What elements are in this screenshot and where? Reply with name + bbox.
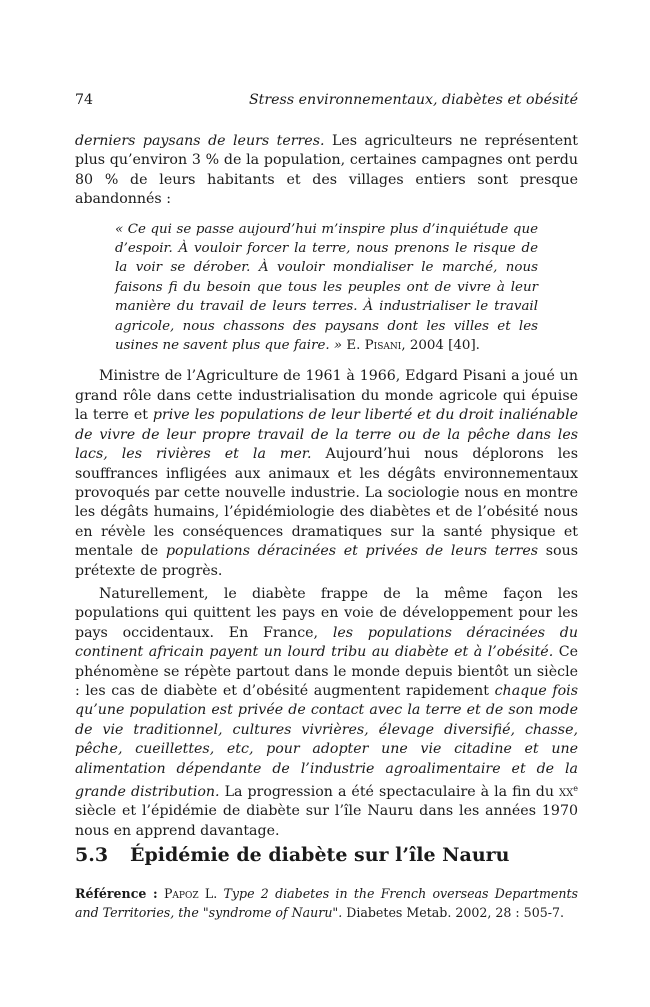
running-title: Stress environnementaux, diabètes et obésité (248, 92, 578, 108)
reference-author: Papoz (163, 886, 199, 901)
section-number: 5.3 (75, 844, 109, 866)
quote-text: « Ce qui se passe aujourd’hui m’inspire plus d’inquiétude que d’espoir. À vouloir forcer la terre, nous prenons le risque de la voir se dérober. À vouloir mondialiser le marché, nous faisons fi du besoin que tous les peuples ont de vivre à leur manière du travail de leurs terres. À industrialiser le travail agricole, nous chassons des paysans dont les villes et les usines ne savent plus que faire. » (115, 221, 538, 354)
running-header (75, 92, 578, 112)
italic-lead: derniers paysans de leurs terres. (75, 133, 325, 149)
text-run: Ce phénomène se répète partout dans le monde depuis bientôt un siècle : les cas de diabète et d’obésité augmentent rapidement (75, 644, 578, 699)
page-number: 74 (75, 92, 94, 108)
reference-initial: L. (198, 886, 224, 901)
text-run: Naturellement, le diabète frappe de la même façon les populations qui quittent les pays en voie de développement pour les pays occidentaux. En France, (75, 585, 578, 641)
section-title: Épidémie de diabète sur l’île Nauru (130, 844, 510, 866)
text-run: Aujourd’hui nous déplorons les souffrances infligées aux animaux et les dégâts environnementaux provoqués par cette nouvelle industrie. La sociologie nous en montre les dégâts humains, l’épidémiologie des diabètes et de l’obésité nous en révèle les conséquences dramatiques sur la santé physique et mentale de (75, 446, 578, 560)
block-quote (115, 220, 538, 356)
paragraph-intro (75, 132, 578, 210)
superscript: e (573, 784, 579, 793)
text-run: sous prétexte de progrès. (75, 543, 578, 579)
reference-label: Référence : (75, 886, 158, 901)
quote-citation: , 2004 [40]. (401, 338, 480, 354)
section-heading (75, 844, 578, 866)
paragraph-migration (75, 585, 578, 841)
text-run: Ministre de l’Agriculture de 1961 à 1966, Edgard Pisani a joué un grand rôle dans cette industrialisation du monde agricole qui épuise la terre et (75, 368, 578, 424)
italic-run: chaque fois qu’une population est privée de contact avec la terre et de son mode de vie traditionnel, cultures vivrières, élevage diversifié, chasse, pêche, cueillettes, etc, pour adopter une vie citadine et une alimentation dépendante de l’industrie agroalimentaire et de la grande distribution. (75, 682, 578, 800)
italic-run: les populations déracinées du continent africain payent un lourd tribu au diabète et à l’obésité. (75, 624, 578, 661)
quote-author-prefix: E. (342, 338, 365, 354)
reference-entry (75, 884, 578, 922)
text-run: La progression a été spectaculaire à la fin du (219, 784, 560, 800)
century-numeral: xx (559, 784, 574, 800)
main-text (75, 132, 578, 841)
paragraph-pisani (75, 367, 578, 580)
reference-title: Type 2 diabetes in the French overseas Departments and Territories, the "syndrome of Nauru". (75, 886, 578, 920)
italic-run: prive les populations de leur liberté et du droit inaliénable de vivre de leur propre travail de la terre ou de la pêche dans les lacs, les rivières et la mer. (75, 407, 579, 463)
italic-run: populations déracinées et privées de leurs terres (165, 543, 539, 560)
paragraph-text: Les agriculteurs ne représentent plus qu’environ 3 % de la population, certaines campagnes ont perdu 80 % de leurs habitants et des villages entiers sont presque abandonnés : (75, 133, 578, 208)
reference-source: Diabetes Metab. 2002, 28 : 505-7. (342, 905, 564, 920)
quote-author-name: Pisani (364, 338, 402, 354)
text-run: siècle et l’épidémie de diabète sur l’île Nauru dans les années 1970 nous en apprend davantage. (75, 803, 578, 839)
